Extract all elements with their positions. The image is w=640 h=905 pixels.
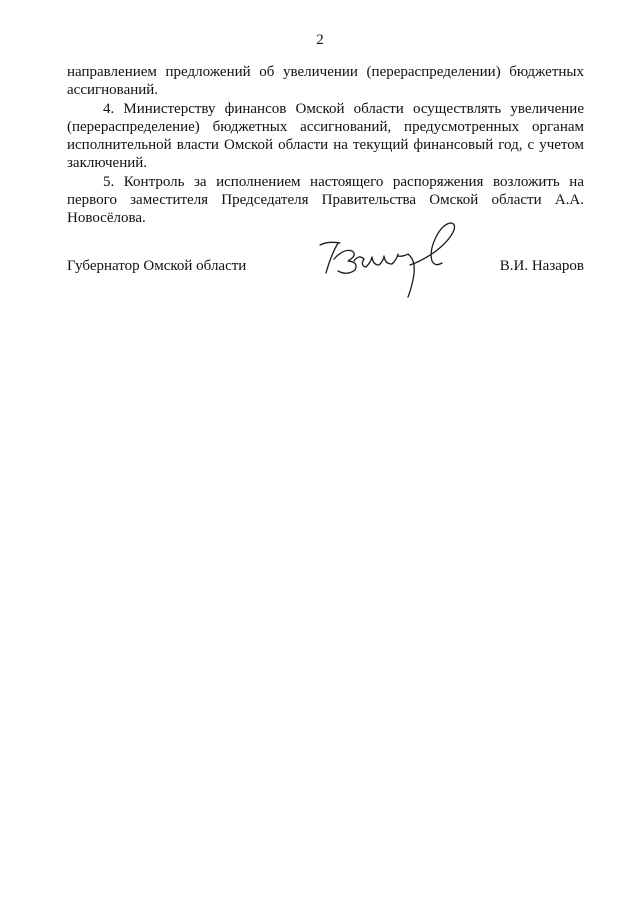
paragraph-item-4: 4. Министерству финансов Омской области осуществлять увеличение (перераспределение) бюджетных ассигнований, предусмотренных органам исполнительной власти Омской области на текущий финансовый год, с учетом заключений. <box>67 100 584 172</box>
page-number: 2 <box>316 32 324 48</box>
signer-name: В.И. Назаров <box>499 258 584 274</box>
document-body <box>67 63 584 228</box>
signer-title: Губернатор Омской области <box>67 258 247 274</box>
paragraph-continuation: направлением предложений об увеличении (перераспределении) бюджетных ассигнований. <box>67 64 584 99</box>
handwritten-signature-icon <box>314 221 484 301</box>
signature-block <box>67 247 584 307</box>
paragraph-item-5: 5. Контроль за исполнением настоящего распоряжения возложить на первого заместителя Председателя Правительства Омской области А.А. Новосёлова. <box>67 173 584 227</box>
